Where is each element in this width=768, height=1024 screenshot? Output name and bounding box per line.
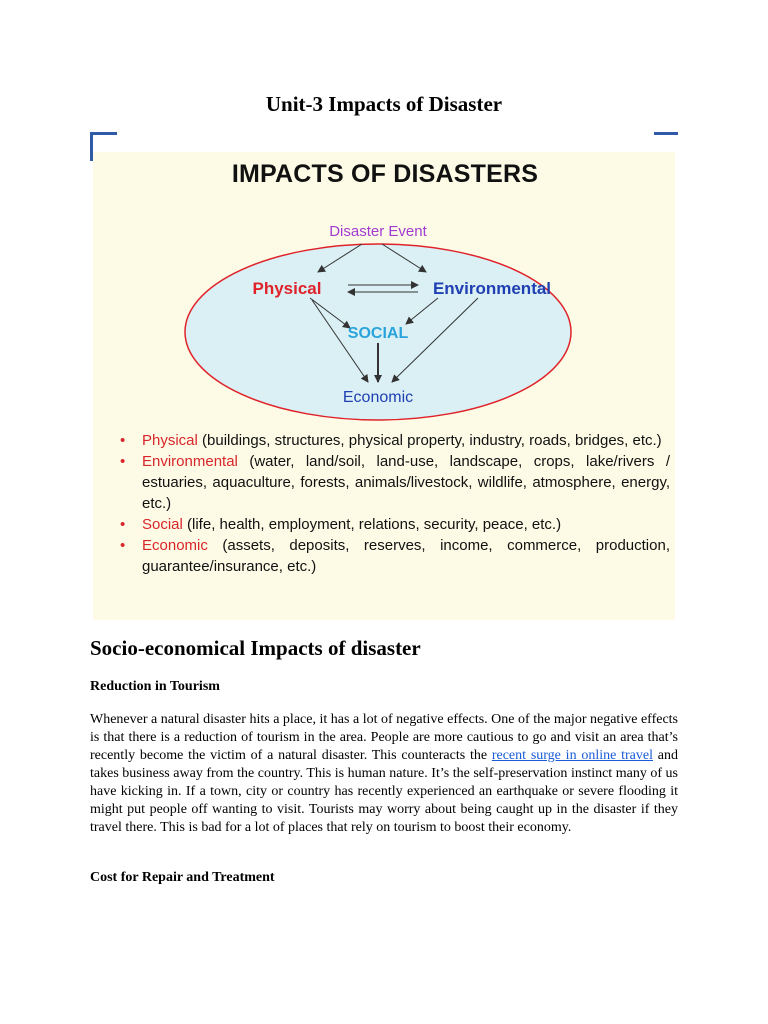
node-social: SOCIAL xyxy=(347,325,409,342)
bullet-economic xyxy=(120,535,670,577)
tourism-paragraph xyxy=(90,711,678,837)
bullet-key: Environmental xyxy=(142,453,238,470)
impact-bullet-list xyxy=(120,430,670,577)
paragraph-text: and takes business away from the country. This is human nature. It’s the self-preservation instinct many of us have kicking in. If a town, city or country has recently experienced an earthquake or severe flooding it might put people off wanting to visit. Tourists may worry about being caught up in the disaster if they travel there. This is bad for a lot of places that rely on tourism to boost their economy. xyxy=(90,748,678,835)
node-economic: Economic xyxy=(342,389,414,406)
node-physical: Physical xyxy=(252,279,322,298)
bullet-physical xyxy=(120,430,670,451)
node-disaster-event: Disaster Event xyxy=(329,223,427,240)
bullet-dot-icon: • xyxy=(120,432,126,449)
bullet-text: (water, land/soil, land-use, landscape, crops, lake/rivers / estuaries, aquaculture, forests, animals/livestock, wildlife, atmosphere, energy, etc.) xyxy=(142,453,670,512)
bullet-dot-icon: • xyxy=(120,537,126,554)
bullet-key: Economic xyxy=(142,537,208,554)
node-environmental: Environmental xyxy=(432,279,552,298)
bullet-text: (life, health, employment, relations, security, peace, etc.) xyxy=(182,516,562,533)
bullet-environmental xyxy=(120,451,670,514)
bullet-key: Physical xyxy=(142,432,198,449)
paragraph-text: Whenever a natural disaster hits a place, it has a lot of negative effects. One of the major negative effects is that there is a reduction of tourism in the area. People are more cautious to go and visit an area that’s recently become the victim of a natural disaster. This counteracts the xyxy=(90,712,678,763)
bullet-text: (assets, deposits, reserves, income, commerce, production, guarantee/insurance, etc.) xyxy=(142,537,670,575)
figure-heading: IMPACTS OF DISASTERS xyxy=(231,160,539,188)
impacts-diagram xyxy=(90,132,680,432)
bullet-dot-icon: • xyxy=(120,453,126,470)
subheading-reduction-in-tourism: Reduction in Tourism xyxy=(90,679,220,694)
section-heading: Socio-economical Impacts of disaster xyxy=(90,636,421,660)
page-title: Unit-3 Impacts of Disaster xyxy=(265,92,503,116)
online-travel-link[interactable]: recent surge in online travel xyxy=(491,748,653,763)
bullet-dot-icon: • xyxy=(120,516,126,533)
bullet-social xyxy=(120,514,670,535)
bullet-text: (buildings, structures, physical property, industry, roads, bridges, etc.) xyxy=(197,432,662,449)
impacts-figure xyxy=(90,132,680,622)
bullet-key: Social xyxy=(142,516,183,533)
subheading-cost-for-repair: Cost for Repair and Treatment xyxy=(90,870,275,885)
